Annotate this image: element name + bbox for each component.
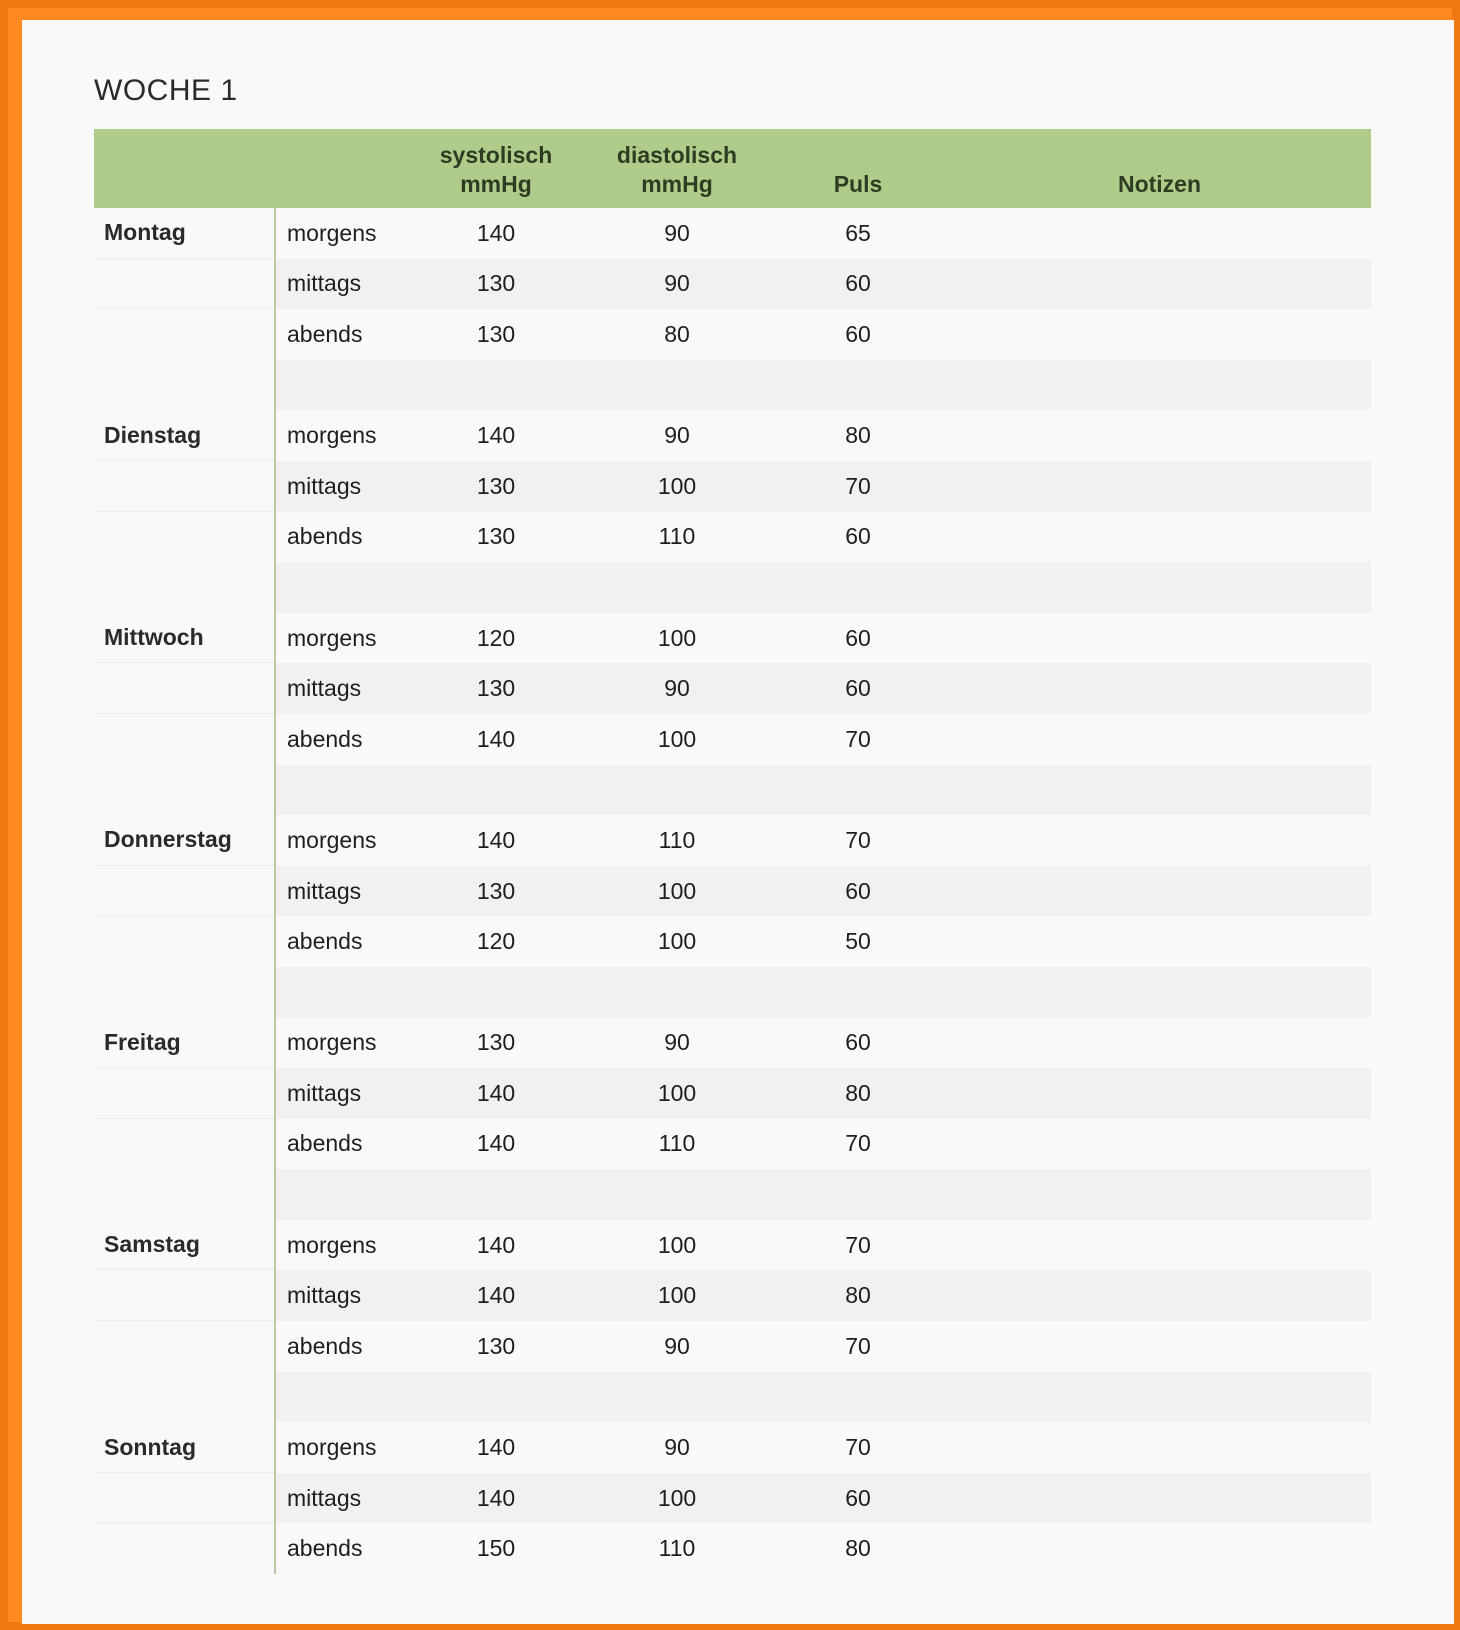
day-label: Samstag	[94, 1220, 274, 1271]
notes-cell	[948, 1321, 1371, 1372]
notes-cell	[948, 461, 1371, 512]
diastolic-value: 100	[657, 928, 697, 955]
empty-cell	[586, 1372, 768, 1423]
table-body	[94, 208, 1371, 1574]
notes-cell	[948, 1220, 1371, 1271]
pulse-value: 60	[845, 320, 871, 347]
diastolic-value: 90	[664, 1332, 690, 1359]
systolic-value: 140	[476, 1130, 516, 1157]
notes-cell	[948, 815, 1371, 866]
page-frame	[8, 8, 1452, 1622]
systolic-value: 120	[476, 928, 516, 955]
pulse-value: 70	[845, 472, 871, 499]
table-row	[94, 1018, 1371, 1069]
day-label: Dienstag	[94, 410, 274, 461]
time-of-day: mittags	[274, 259, 406, 310]
systolic-value: 130	[476, 270, 516, 297]
header-systolic	[406, 141, 586, 208]
empty-cell	[94, 967, 274, 1018]
empty-cell	[274, 967, 406, 1018]
time-of-day: morgens	[274, 1220, 406, 1271]
empty-cell	[406, 1372, 586, 1423]
day-label	[94, 1119, 274, 1170]
diastolic-value: 100	[657, 472, 697, 499]
notes-cell	[948, 208, 1371, 259]
pulse-value: 60	[845, 624, 871, 651]
time-of-day: abends	[274, 714, 406, 765]
time-of-day: morgens	[274, 815, 406, 866]
notes-cell	[948, 309, 1371, 360]
pulse-value: 70	[845, 1130, 871, 1157]
empty-cell	[274, 1372, 406, 1423]
time-of-day: abends	[274, 512, 406, 563]
systolic-value: 140	[476, 219, 516, 246]
table-row	[94, 512, 1371, 563]
time-of-day: abends	[274, 309, 406, 360]
day-label	[94, 1473, 274, 1524]
table-row	[94, 1068, 1371, 1119]
systolic-value: 140	[476, 725, 516, 752]
empty-cell	[948, 562, 1371, 613]
notes-cell	[948, 613, 1371, 664]
pulse-value: 60	[845, 877, 871, 904]
day-label	[94, 866, 274, 917]
notes-cell	[948, 866, 1371, 917]
blood-pressure-table	[94, 129, 1371, 1574]
day-label: Sonntag	[94, 1422, 274, 1473]
time-of-day: morgens	[274, 1018, 406, 1069]
notes-cell	[948, 1523, 1371, 1574]
systolic-value: 140	[476, 1434, 516, 1461]
pulse-value: 70	[845, 725, 871, 752]
table-row	[94, 1321, 1371, 1372]
systolic-value: 140	[476, 1079, 516, 1106]
time-of-day: morgens	[274, 1422, 406, 1473]
pulse-value: 80	[845, 1079, 871, 1106]
pulse-value: 80	[845, 422, 871, 449]
table-row	[94, 1422, 1371, 1473]
systolic-value: 150	[476, 1535, 516, 1562]
diastolic-value: 80	[664, 320, 690, 347]
pulse-value: 80	[845, 1282, 871, 1309]
systolic-value: 130	[476, 675, 516, 702]
empty-cell	[768, 1169, 948, 1220]
systolic-value: 140	[476, 1484, 516, 1511]
empty-cell	[406, 765, 586, 816]
empty-cell	[948, 1372, 1371, 1423]
empty-cell	[586, 562, 768, 613]
diastolic-value: 100	[657, 877, 697, 904]
table-row	[94, 1270, 1371, 1321]
table-row	[94, 208, 1371, 259]
notes-cell	[948, 916, 1371, 967]
notes-cell	[948, 1018, 1371, 1069]
notes-cell	[948, 714, 1371, 765]
pulse-value: 60	[845, 1484, 871, 1511]
header-systolic-label: systolisch	[439, 142, 553, 168]
header-diastolic-label: diastolisch	[616, 142, 738, 168]
empty-cell	[768, 967, 948, 1018]
diastolic-value: 90	[664, 1434, 690, 1461]
pulse-value: 65	[845, 219, 871, 246]
time-of-day: abends	[274, 1321, 406, 1372]
notes-cell	[948, 1422, 1371, 1473]
notes-cell	[948, 259, 1371, 310]
header-diastolic	[586, 141, 768, 208]
header-diastolic-unit: mmHg	[641, 171, 713, 197]
spacer-row	[94, 1372, 1371, 1423]
empty-cell	[274, 562, 406, 613]
paper	[22, 20, 1454, 1624]
header-day	[94, 199, 274, 208]
table-row	[94, 461, 1371, 512]
diastolic-value: 110	[658, 1535, 696, 1562]
table-row	[94, 259, 1371, 310]
pulse-value: 60	[845, 523, 871, 550]
table-row	[94, 1220, 1371, 1271]
empty-cell	[768, 1372, 948, 1423]
empty-cell	[274, 765, 406, 816]
diastolic-value: 100	[657, 725, 697, 752]
header-pulse: Puls	[833, 171, 883, 197]
diastolic-value: 90	[664, 1029, 690, 1056]
notes-cell	[948, 1068, 1371, 1119]
day-label	[94, 1523, 274, 1574]
pulse-value: 70	[845, 1231, 871, 1258]
pulse-value: 80	[845, 1535, 871, 1562]
table-row	[94, 815, 1371, 866]
day-label	[94, 663, 274, 714]
systolic-value: 140	[476, 1282, 516, 1309]
notes-cell	[948, 1473, 1371, 1524]
pulse-value: 70	[845, 1434, 871, 1461]
empty-cell	[94, 765, 274, 816]
day-label	[94, 1321, 274, 1372]
day-label: Montag	[94, 208, 274, 259]
time-of-day: abends	[274, 1119, 406, 1170]
pulse-value: 70	[845, 1332, 871, 1359]
pulse-value: 60	[845, 675, 871, 702]
empty-cell	[948, 360, 1371, 411]
time-of-day: abends	[274, 1523, 406, 1574]
table-row	[94, 309, 1371, 360]
empty-cell	[274, 360, 406, 411]
day-label: Mittwoch	[94, 613, 274, 664]
table-row	[94, 714, 1371, 765]
spacer-row	[94, 562, 1371, 613]
diastolic-value: 90	[664, 422, 690, 449]
empty-cell	[94, 1372, 274, 1423]
pulse-value: 50	[845, 928, 871, 955]
systolic-value: 130	[476, 1029, 516, 1056]
systolic-value: 140	[476, 422, 516, 449]
empty-cell	[586, 1169, 768, 1220]
header-time	[274, 199, 406, 208]
time-of-day: mittags	[274, 1068, 406, 1119]
spacer-row	[94, 360, 1371, 411]
empty-cell	[768, 360, 948, 411]
empty-cell	[406, 1169, 586, 1220]
day-label	[94, 512, 274, 563]
notes-cell	[948, 410, 1371, 461]
diastolic-value: 100	[657, 1231, 697, 1258]
time-of-day: mittags	[274, 1270, 406, 1321]
time-of-day: morgens	[274, 208, 406, 259]
diastolic-value: 110	[658, 826, 696, 853]
table-row	[94, 1119, 1371, 1170]
empty-cell	[948, 765, 1371, 816]
header-notes: Notizen	[1117, 171, 1202, 197]
day-label	[94, 916, 274, 967]
day-label	[94, 259, 274, 310]
time-of-day: mittags	[274, 461, 406, 512]
empty-cell	[94, 562, 274, 613]
table-row	[94, 613, 1371, 664]
diastolic-value: 110	[658, 523, 696, 550]
table-row	[94, 663, 1371, 714]
notes-cell	[948, 1270, 1371, 1321]
systolic-value: 130	[476, 320, 516, 347]
day-label	[94, 461, 274, 512]
table-row	[94, 410, 1371, 461]
spacer-row	[94, 765, 1371, 816]
diastolic-value: 100	[657, 624, 697, 651]
empty-cell	[94, 1169, 274, 1220]
systolic-value: 130	[476, 523, 516, 550]
time-of-day: abends	[274, 916, 406, 967]
empty-cell	[406, 967, 586, 1018]
day-label	[94, 1068, 274, 1119]
empty-cell	[586, 360, 768, 411]
day-label: Freitag	[94, 1018, 274, 1069]
time-of-day: mittags	[274, 866, 406, 917]
systolic-value: 120	[476, 624, 516, 651]
table-row	[94, 866, 1371, 917]
day-label	[94, 714, 274, 765]
diastolic-value: 100	[657, 1079, 697, 1106]
time-of-day: mittags	[274, 663, 406, 714]
diastolic-value: 90	[664, 219, 690, 246]
diastolic-value: 100	[657, 1484, 697, 1511]
table-row	[94, 1473, 1371, 1524]
notes-cell	[948, 512, 1371, 563]
spacer-row	[94, 967, 1371, 1018]
systolic-value: 130	[476, 877, 516, 904]
diastolic-value: 100	[657, 1282, 697, 1309]
empty-cell	[274, 1169, 406, 1220]
time-of-day: morgens	[274, 613, 406, 664]
diastolic-value: 90	[664, 675, 690, 702]
empty-cell	[406, 360, 586, 411]
notes-cell	[948, 1119, 1371, 1170]
table-row	[94, 1523, 1371, 1574]
empty-cell	[406, 562, 586, 613]
pulse-value: 60	[845, 270, 871, 297]
day-label	[94, 309, 274, 360]
time-of-day: morgens	[274, 410, 406, 461]
empty-cell	[586, 765, 768, 816]
systolic-value: 140	[476, 826, 516, 853]
empty-cell	[948, 967, 1371, 1018]
notes-cell	[948, 663, 1371, 714]
systolic-value: 130	[476, 472, 516, 499]
time-of-day: mittags	[274, 1473, 406, 1524]
table-row	[94, 916, 1371, 967]
day-label	[94, 1270, 274, 1321]
empty-cell	[94, 360, 274, 411]
empty-cell	[586, 967, 768, 1018]
header-systolic-unit: mmHg	[460, 171, 532, 197]
diastolic-value: 90	[664, 270, 690, 297]
page-title: WOCHE 1	[94, 74, 238, 107]
pulse-value: 60	[845, 1029, 871, 1056]
empty-cell	[948, 1169, 1371, 1220]
pulse-value: 70	[845, 826, 871, 853]
empty-cell	[768, 562, 948, 613]
day-label: Donnerstag	[94, 815, 274, 866]
table-header	[94, 129, 1371, 208]
empty-cell	[768, 765, 948, 816]
diastolic-value: 110	[658, 1130, 696, 1157]
systolic-value: 130	[476, 1332, 516, 1359]
spacer-row	[94, 1169, 1371, 1220]
systolic-value: 140	[476, 1231, 516, 1258]
